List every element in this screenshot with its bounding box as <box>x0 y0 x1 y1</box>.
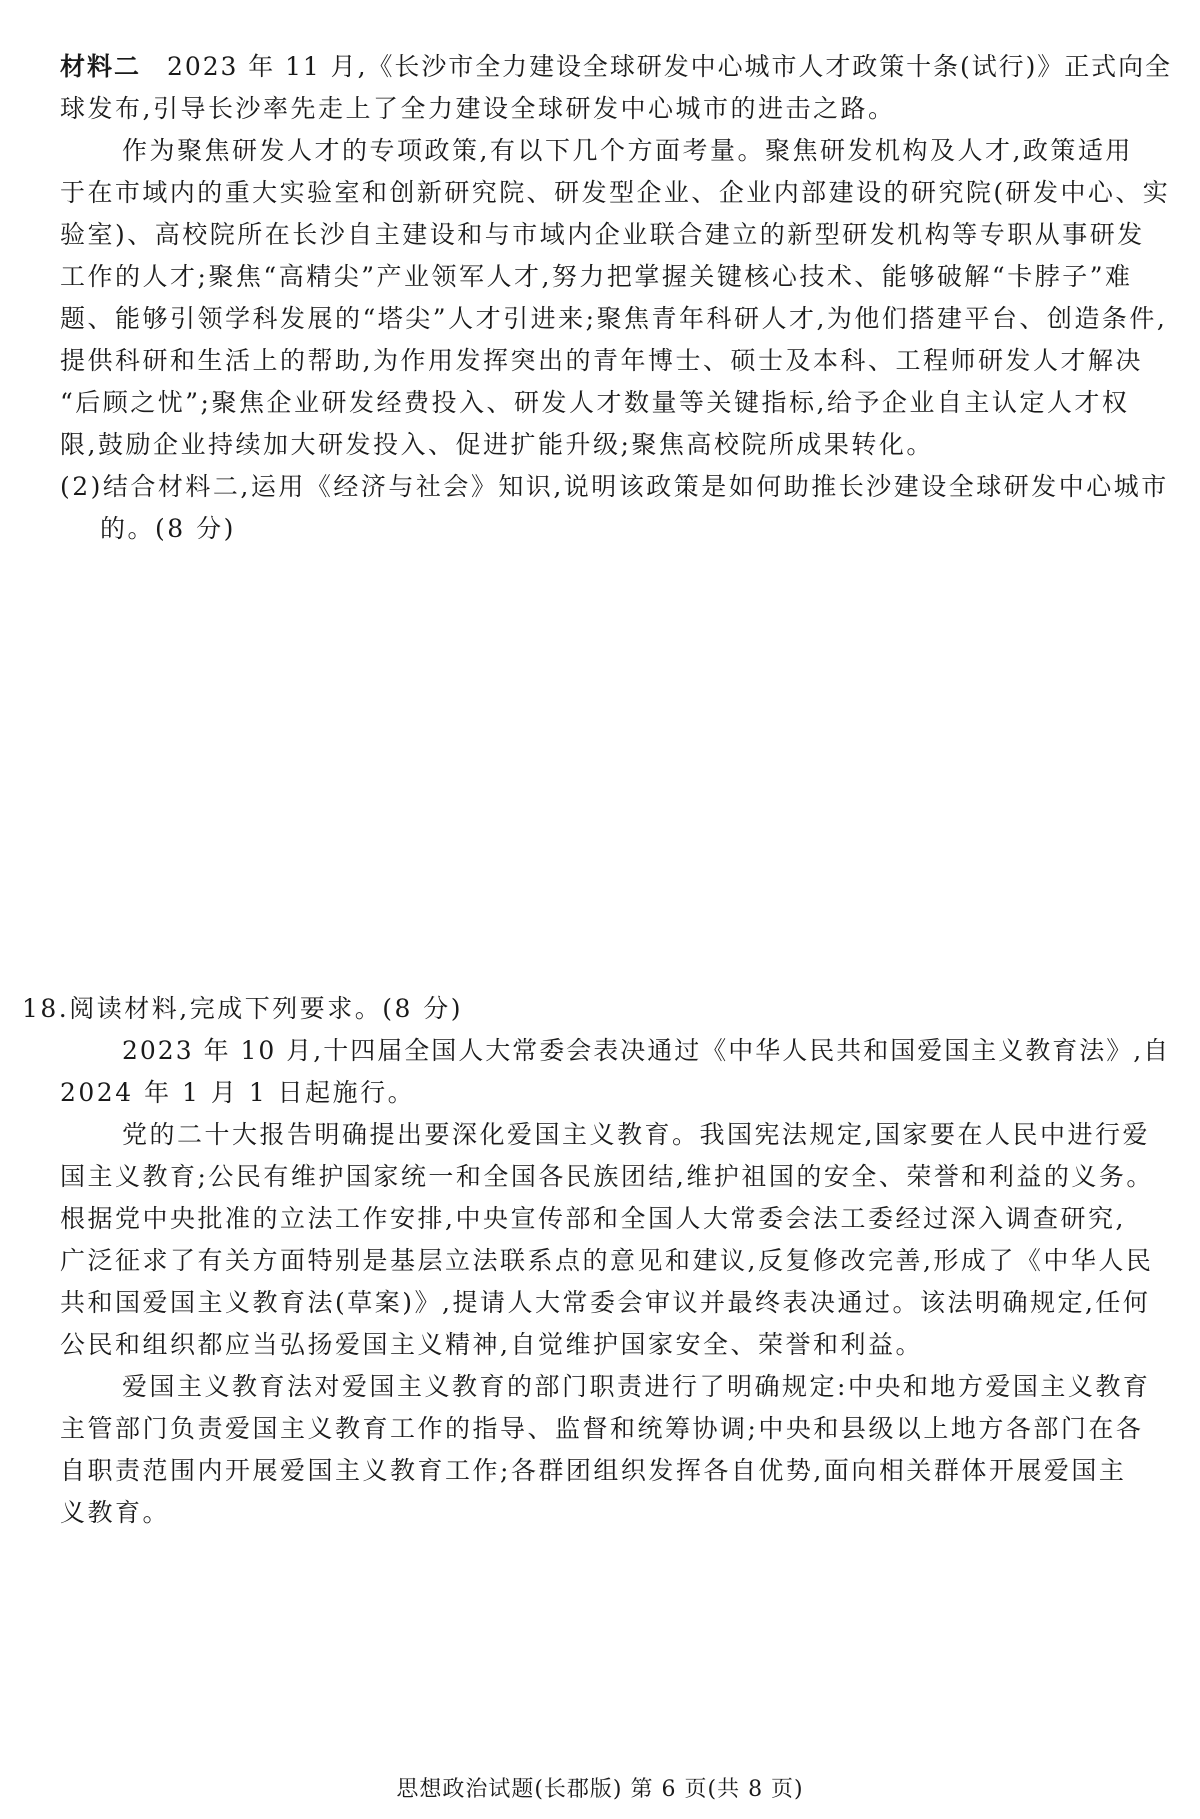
question2-text: (2)结合材料二,运用《经济与社会》知识,说明该政策是如何助推长沙建设全球研发中心城市 <box>60 472 1169 501</box>
q18-line-6: 广泛征求了有关方面特别是基层立法联系点的意见和建议,反复修改完善,形成了《中华人民 <box>60 1246 1154 1275</box>
material2-line-3: 作为聚焦研发人才的专项政策,有以下几个方面考量。聚焦研发机构及人才,政策适用 <box>122 136 1133 165</box>
q18-line-7: 共和国爱国主义教育法(草案)》,提请人大常委会审议并最终表决通过。该法明确规定,任何 <box>60 1288 1151 1317</box>
question18-heading: 18.阅读材料,完成下列要求。(8 分) <box>22 994 464 1023</box>
material2-line-10: 限,鼓励企业持续加大研发投入、促进扩能升级;聚焦高校院所成果转化。 <box>60 430 934 459</box>
q18-line-9: 爱国主义教育法对爱国主义教育的部门职责进行了明确规定:中央和地方爱国主义教育 <box>122 1372 1151 1401</box>
material2-first-line <box>60 50 1172 84</box>
material2-line-2: 球发布,引导长沙率先走上了全力建设全球研发中心城市的进击之路。 <box>60 94 896 123</box>
q18-line-5: 根据党中央批准的立法工作安排,中央宣传部和全国人大常委会法工委经过深入调查研究, <box>60 1204 1126 1233</box>
q18-line-4: 国主义教育;公民有维护国家统一和全国各民族团结,维护祖国的安全、荣誉和利益的义务。 <box>60 1162 1154 1191</box>
material2-label: 材料二 <box>60 52 142 81</box>
material2-line-1: 2023 年 11 月,《长沙市全力建设全球研发中心城市人才政策十条(试行)》正式向全 <box>167 52 1172 81</box>
material2-line-8: 提供科研和生活上的帮助,为作用发挥突出的青年博士、硕士及本科、工程师研发人才解决 <box>60 346 1143 375</box>
q18-line-3: 党的二十大报告明确提出要深化爱国主义教育。我国宪法规定,国家要在人民中进行爱 <box>122 1120 1150 1149</box>
material2-line-4: 于在市域内的重大实验室和创新研究院、研发型企业、企业内部建设的研究院(研发中心、实 <box>60 178 1171 207</box>
q18-line-10: 主管部门负责爱国主义教育工作的指导、监督和统筹协调;中央和县级以上地方各部门在各 <box>60 1414 1144 1443</box>
page-footer: 思想政治试题(长郡版) 第 6 页(共 8 页) <box>396 1777 804 1802</box>
question2-text-end: 的。(8 分) <box>100 514 236 543</box>
q18-line-12: 义教育。 <box>60 1498 171 1527</box>
answer-space <box>60 560 1140 970</box>
material2-line-5: 验室)、高校院所在长沙自主建设和与市域内企业联合建立的新型研发机构等专职从事研发 <box>60 220 1145 249</box>
q18-line-1: 2023 年 10 月,十四届全国人大常委会表决通过《中华人民共和国爱国主义教育法》,自 <box>122 1036 1171 1065</box>
material2-line-6: 工作的人才;聚焦“高精尖”产业领军人才,努力把掌握关键核心技术、能够破解“卡脖子”难 <box>60 262 1133 291</box>
q18-line-2: 2024 年 1 月 1 日起施行。 <box>60 1078 416 1107</box>
material2-line-9: “后顾之忧”;聚焦企业研发经费投入、研发人才数量等关键指标,给予企业自主认定人才权 <box>60 388 1130 417</box>
q18-line-8: 公民和组织都应当弘扬爱国主义精神,自觉维护国家安全、荣誉和利益。 <box>60 1330 923 1359</box>
q18-line-11: 自职责范围内开展爱国主义教育工作;各群团组织发挥各自优势,面向相关群体开展爱国主 <box>60 1456 1127 1485</box>
material2-line-7: 题、能够引领学科发展的“塔尖”人才引进来;聚焦青年科研人才,为他们搭建平台、创造条件, <box>60 304 1168 333</box>
